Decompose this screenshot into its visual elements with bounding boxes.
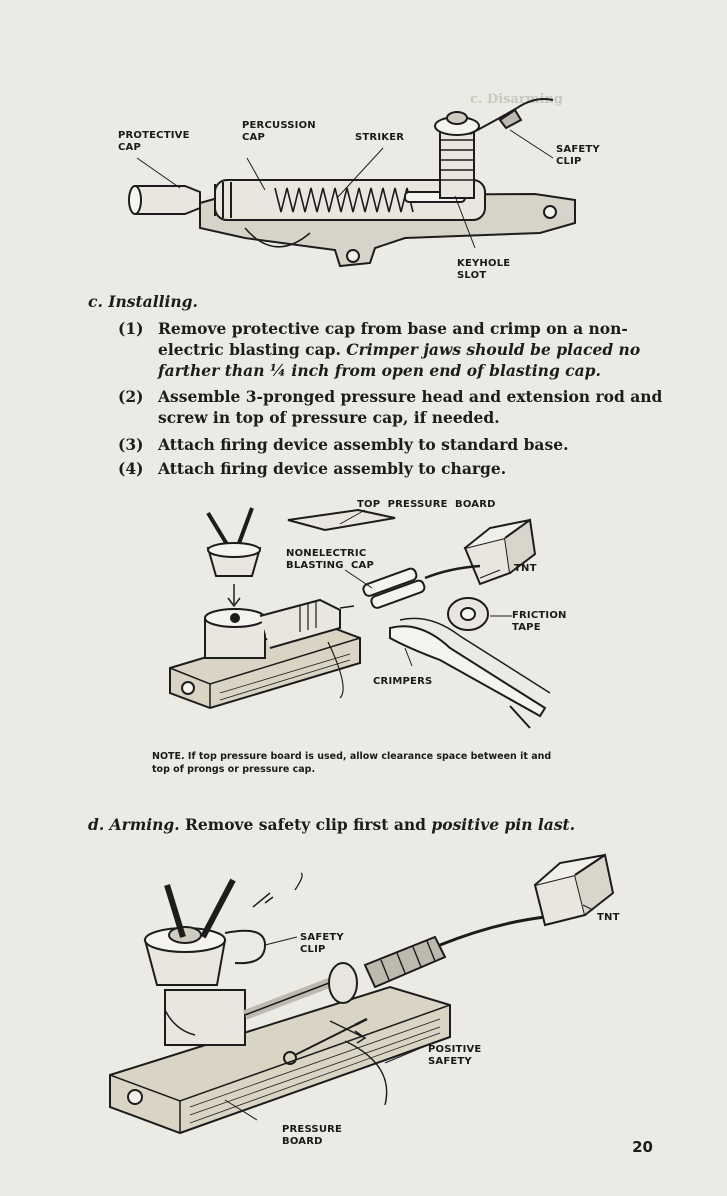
section-d-letter: d. bbox=[88, 815, 105, 834]
section-c-letter: c. bbox=[88, 292, 103, 311]
label-protective-cap: PROTECTIVE CAP bbox=[118, 130, 190, 153]
step-3-number: (3) bbox=[118, 435, 144, 454]
section-d-line bbox=[88, 815, 575, 834]
top-pressure-board bbox=[288, 510, 395, 530]
crimpers-tool bbox=[390, 626, 545, 716]
step-4-text: Attach firing device assembly to charge. bbox=[158, 459, 507, 478]
step-3-text: Attach firing device assembly to standard base. bbox=[158, 435, 569, 454]
step-2-number: (2) bbox=[118, 387, 144, 406]
section-d-title: Arming. bbox=[109, 815, 180, 834]
section-c-title: Installing. bbox=[108, 292, 198, 311]
label-pressure-board: PRESSURE BOARD bbox=[282, 1124, 343, 1147]
label-tnt-2: TNT bbox=[514, 563, 537, 574]
firing-device-diagram bbox=[105, 88, 645, 288]
bleed-through: c. Disarming bbox=[470, 92, 564, 107]
label-keyhole-slot: KEYHOLE SLOT bbox=[457, 258, 511, 281]
label-tnt-3: TNT bbox=[597, 912, 620, 923]
label-safety-clip: SAFETY CLIP bbox=[556, 144, 600, 167]
section-c-heading bbox=[88, 292, 198, 311]
safety-clip-3 bbox=[225, 931, 265, 963]
section-d-text: Remove safety clip first and bbox=[185, 815, 426, 834]
page-number: 20 bbox=[632, 1138, 653, 1156]
step-2-text: Assemble 3-pronged pressure head and extension rod and screw in top of pressure cap, if needed. bbox=[158, 387, 663, 427]
label-percussion-cap: PERCUSSION CAP bbox=[242, 120, 316, 143]
label-safety-clip-3: SAFETY CLIP bbox=[300, 932, 344, 955]
label-striker: STRIKER bbox=[355, 132, 405, 143]
label-friction-tape: FRICTION TAPE bbox=[512, 610, 567, 633]
section-d-italic: positive pin last. bbox=[431, 815, 576, 834]
arming-diagram bbox=[105, 845, 635, 1160]
label-crimpers: CRIMPERS bbox=[373, 676, 433, 687]
tape-wrap bbox=[365, 937, 445, 987]
label-positive-safety: POSITIVE SAFETY bbox=[428, 1044, 482, 1067]
step-1-number: (1) bbox=[118, 319, 144, 338]
step-1-text: Remove protective cap from base and crimp on a non-electric blasting cap. bbox=[158, 319, 628, 359]
label-top-pressure-board: TOP PRESSURE BOARD bbox=[357, 499, 496, 510]
figure-note: NOTE. If top pressure board is used, allow clearance space between it and top of prongs or pressure cap. bbox=[152, 751, 552, 775]
label-nonelectric-cap: NONELECTRIC BLASTING CAP bbox=[286, 548, 375, 571]
step-4-number: (4) bbox=[118, 459, 144, 478]
step-1-italic-text: Crimper jaws should be placed no farther than ¼ inch from open end of blasting cap. bbox=[158, 340, 641, 380]
step-1-text-block bbox=[158, 318, 663, 381]
pressure-board-wood bbox=[110, 987, 450, 1133]
